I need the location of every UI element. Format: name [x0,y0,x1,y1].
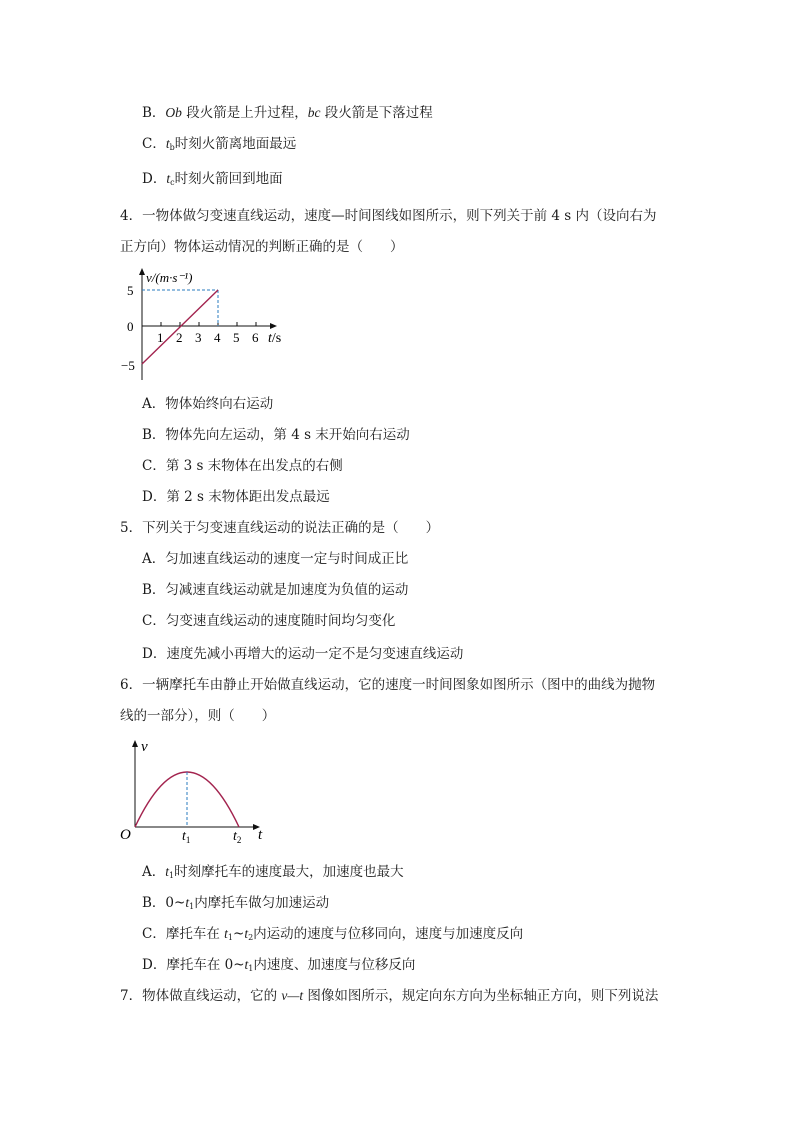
q6-option-c: C．摩托车在 $t_1\sim t_2$内运动的速度与位移同向，速度与加速度反向 [142,926,524,942]
q6-stem-line1: 6．一辆摩托车由静止开始做直线运动，它的速度一时间图象如图所示（图中的曲线为抛物 [120,677,656,693]
q4-option-c: C．第 3 s 末物体在出发点的右侧 [142,458,343,474]
q4-y-label: v/(m·s⁻¹) [146,270,193,285]
q4-x-tick-1: 1 [157,330,164,345]
q5-option-b: B．匀减速直线运动就是加速度为负值的运动 [142,582,409,598]
q4-vt-graph [115,266,305,384]
q4-velocity-line [142,290,218,364]
q4-x-label: t/s [268,331,282,346]
q6-t2-label: $t_2$ [233,829,242,845]
q6-stem-line2: 线的一部分），则（ ） [120,708,276,724]
q5-option-c: C．匀变速直线运动的速度随时间均匀变化 [142,613,396,629]
q6-option-d: D．摩托车在 $0\sim t_1$内速度、加速度与位移反向 [142,957,416,973]
q6-y-label: v [141,739,148,755]
q5-option-d: D．速度先减小再增大的运动一定不是匀变速直线运动 [142,646,464,662]
q4-x-tick-2: 2 [176,330,183,345]
q4-option-a: A．物体始终向右运动 [142,396,274,412]
q4-y-arrow [139,268,145,275]
q5-option-a: A．匀加速直线运动的速度一定与时间成正比 [142,551,409,567]
q4-x-tick-4: 4 [214,330,221,345]
q6-t1-label: $t_1$ [182,829,191,845]
q4-option-d: D．第 2 s 末物体距出发点最远 [142,489,330,505]
q6-y-arrow [132,740,138,747]
q6-origin: O [120,827,131,843]
q4-stem-line1: 4．一物体做匀变速直线运动，速度—时间图线如图所示，则下列关于前 4 s 内（设向右为 [120,208,657,224]
q4-x-arrow [270,323,277,329]
q4-option-b: B．物体先向左运动，第 4 s 末开始向右运动 [142,427,410,443]
q5-stem: 5．下列关于匀变速直线运动的说法正确的是（ ） [120,520,440,536]
q4-y-tick-0: 0 [127,319,134,334]
q6-x-label: t [258,827,263,843]
q6-vt-graph [115,735,280,845]
q4-y-tick-neg5: −5 [121,358,135,373]
q6-option-a: A．$t_1$时刻摩托车的速度最大，加速度也最大 [142,864,404,880]
q3-option-c: C．$t_b$时刻火箭离地面最远 [142,136,297,152]
q6-option-b: B．$0\sim t_1$内摩托车做匀加速运动 [142,895,330,911]
q3-option-d: D．$t_c$时刻火箭回到地面 [142,171,283,187]
q4-x-tick-3: 3 [195,330,202,345]
q7-stem: 7．物体做直线运动，它的 v—t 图像如图所示，规定向东方向为坐标轴正方向，则下列说法 [120,988,659,1004]
q3-option-b: B．Ob 段火箭是上升过程，bc 段火箭是下落过程 [142,105,433,121]
q4-y-tick-5: 5 [127,283,134,298]
q4-x-tick-5: 5 [233,330,240,345]
q4-stem-line2: 正方向）物体运动情况的判断正确的是（ ） [120,239,404,255]
q4-x-tick-6: 6 [252,330,259,345]
